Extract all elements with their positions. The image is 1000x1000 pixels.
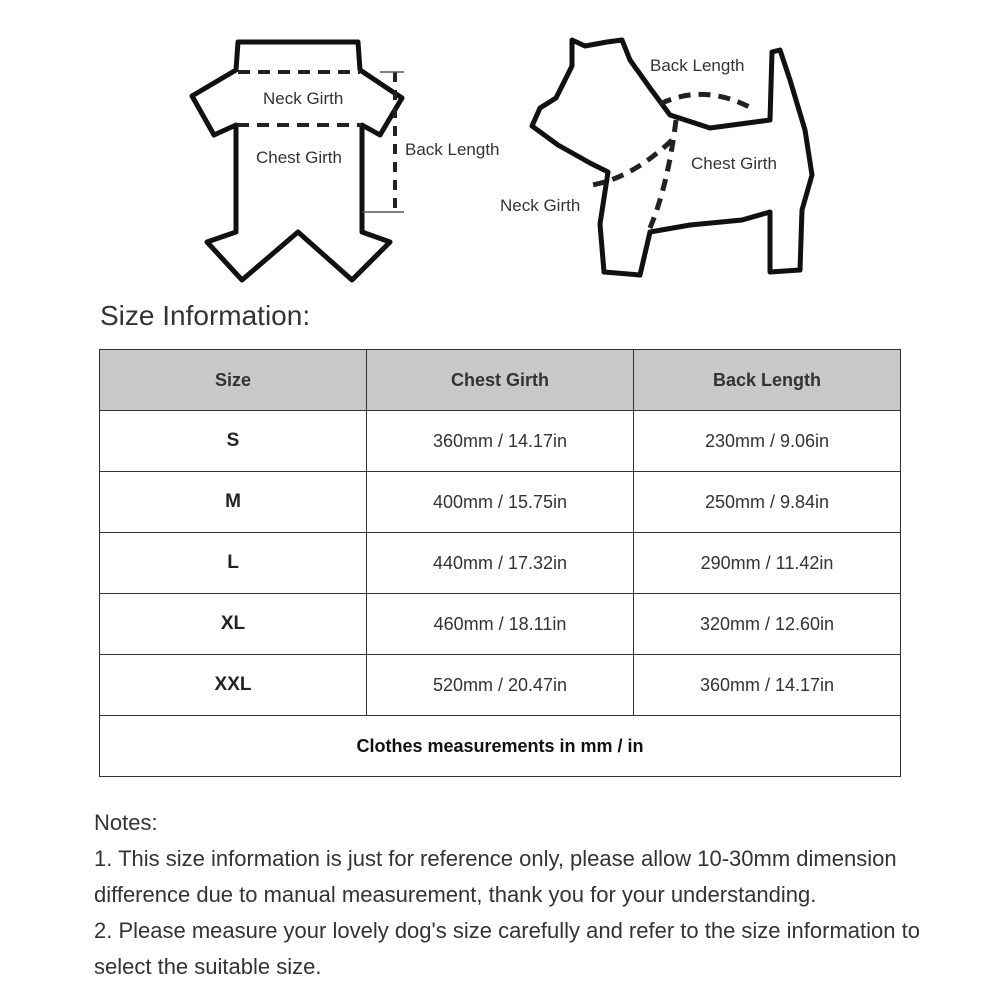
- size-table: [99, 349, 901, 777]
- table-row: [100, 411, 901, 472]
- chest-cell: 460mm / 18.11in: [367, 594, 634, 655]
- back-cell: 320mm / 12.60in: [634, 594, 901, 655]
- dog-back-length-label: Back Length: [650, 56, 745, 75]
- header-back-length: Back Length: [634, 350, 901, 411]
- garment-illustration: [192, 42, 500, 280]
- header-chest-girth: Chest Girth: [367, 350, 634, 411]
- note-item: 2. Please measure your lovely dog's size carefully and refer to the size information to select the suitable size.: [94, 918, 920, 979]
- section-title: Size Information:: [100, 300, 311, 331]
- dog-neck-girth-label: Neck Girth: [500, 196, 581, 215]
- table-row: [100, 594, 901, 655]
- size-cell: M: [100, 472, 367, 533]
- measurement-diagram: [0, 0, 1000, 300]
- back-cell: 360mm / 14.17in: [634, 655, 901, 716]
- garment-back-length-label: Back Length: [405, 140, 500, 159]
- chest-cell: 440mm / 17.32in: [367, 533, 634, 594]
- chest-cell: 360mm / 14.17in: [367, 411, 634, 472]
- back-cell: 250mm / 9.84in: [634, 472, 901, 533]
- table-footer-note: Clothes measurements in mm / in: [100, 716, 901, 777]
- dog-chest-girth-label: Chest Girth: [691, 154, 777, 173]
- garment-neck-girth-label: Neck Girth: [263, 89, 344, 108]
- size-cell: XL: [100, 594, 367, 655]
- notes-section: [94, 805, 954, 985]
- garment-chest-girth-label: Chest Girth: [256, 148, 342, 167]
- table-footer-row: [100, 716, 901, 777]
- size-cell: XXL: [100, 655, 367, 716]
- chest-cell: 520mm / 20.47in: [367, 655, 634, 716]
- note-item: 1. This size information is just for reference only, please allow 10-30mm dimension difference due to manual measurement, thank you for your understanding.: [94, 846, 897, 907]
- size-cell: L: [100, 533, 367, 594]
- dog-illustration: [500, 40, 812, 275]
- chest-cell: 400mm / 15.75in: [367, 472, 634, 533]
- back-cell: 290mm / 11.42in: [634, 533, 901, 594]
- header-size: Size: [100, 350, 367, 411]
- table-row: [100, 533, 901, 594]
- size-cell: S: [100, 411, 367, 472]
- back-cell: 230mm / 9.06in: [634, 411, 901, 472]
- table-row: [100, 472, 901, 533]
- table-header-row: [100, 350, 901, 411]
- notes-heading: Notes:: [94, 810, 158, 835]
- table-row: [100, 655, 901, 716]
